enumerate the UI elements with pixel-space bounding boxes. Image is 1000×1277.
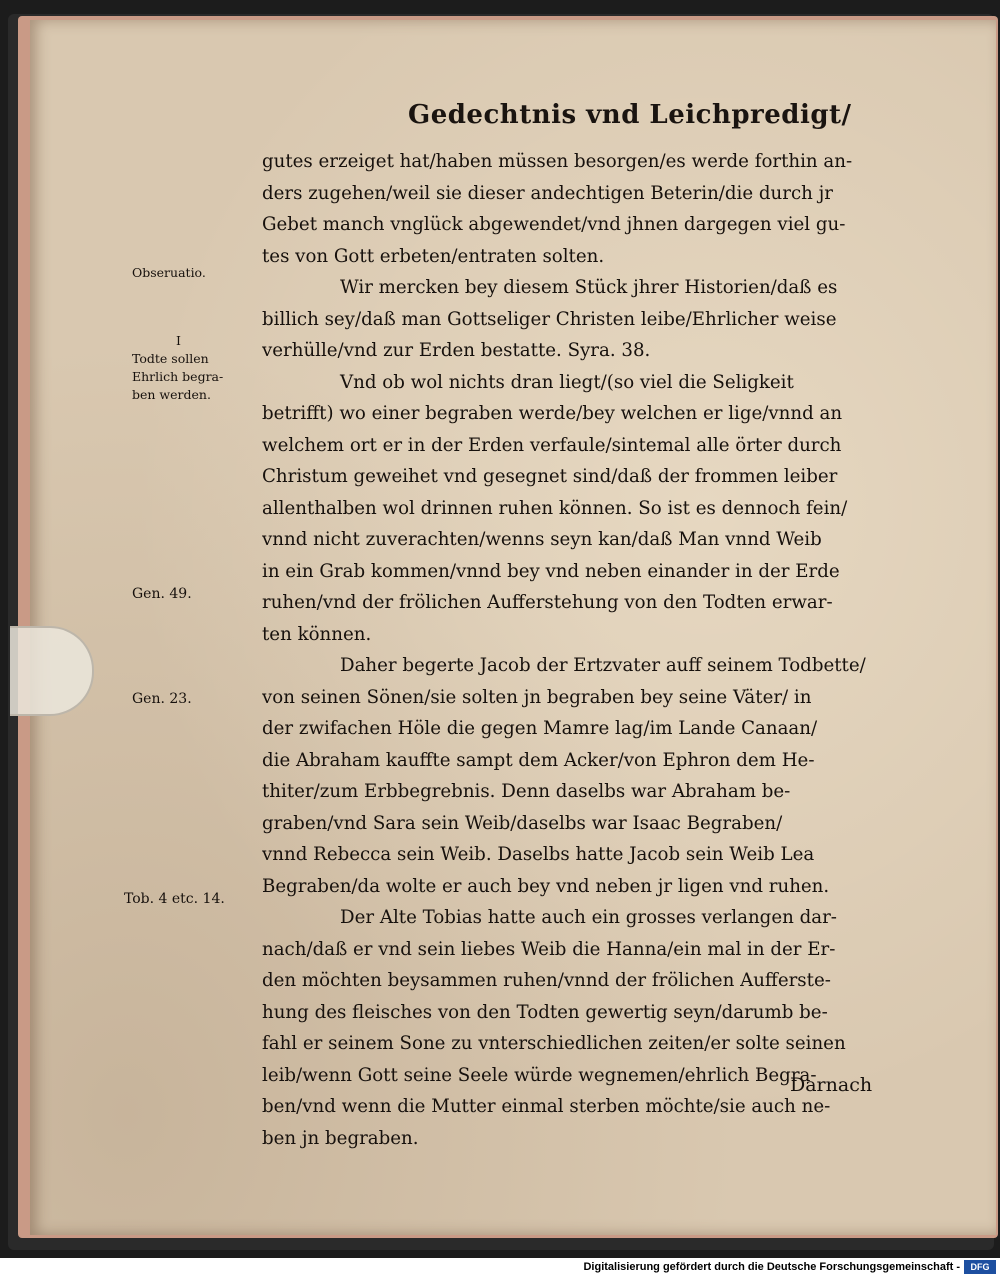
text-line: Daher begerte Jacob der Ertzvater auff seinem Todbette/ xyxy=(340,655,866,676)
text-line: die Abraham kauffte sampt dem Acker/von Ephron dem He- xyxy=(262,749,815,771)
text-line: thiter/zum Erbbegrebnis. Denn daselbs war Abraham be- xyxy=(262,781,791,802)
text-line: allenthalben wol drinnen ruhen können. So ist es dennoch fein/ xyxy=(262,497,848,519)
text-line: vnnd Rebecca sein Weib. Daselbs hatte Jacob sein Weib Lea xyxy=(262,844,815,865)
catchword: Darnach xyxy=(790,1074,873,1096)
text-line: verhülle/vnd zur Erden bestatte. Syra. 38. xyxy=(262,340,651,361)
text-line: fahl er seinem Sone zu vnterschiedlichen zeiten/er solte seinen xyxy=(262,1033,846,1054)
text-line: vnnd nicht zuverachten/wenns seyn kan/daß Man vnnd Weib xyxy=(262,529,822,550)
text-line: gutes erzeiget hat/haben müssen besorgen/es werde forthin an- xyxy=(262,151,853,172)
text-line: betrifft) wo einer begraben werde/bey welchen er lige/vnnd an xyxy=(262,403,843,424)
text-line: ben jn begraben. xyxy=(262,1127,419,1149)
text-line: ders zugehen/weil sie dieser andechtigen Beterin/die durch jr xyxy=(262,182,833,204)
margin-note-line: Todte sollen xyxy=(132,351,209,366)
margin-note-line: ben werden. xyxy=(132,387,211,402)
margin-note-gen49: Gen. 49. xyxy=(132,586,192,602)
text-line: ten können. xyxy=(262,623,372,645)
page-tab-marker xyxy=(10,626,94,716)
margin-note-tob: Tob. 4 etc. 14. xyxy=(124,891,225,907)
margin-note-gen23: Gen. 23. xyxy=(132,691,192,707)
text-line: ben/vnd wenn die Mutter einmal sterben möchte/sie auch ne- xyxy=(262,1096,831,1117)
text-line: leib/wenn Gott seine Seele würde wegnemen/ehrlich Begra- xyxy=(262,1064,817,1086)
text-line: tes von Gott erbeten/entraten solten. xyxy=(262,245,605,267)
running-header: Gedechtnis vnd Leichpredigt/ xyxy=(408,100,852,130)
dfg-logo: DFG xyxy=(964,1260,996,1274)
text-line: Vnd ob wol nichts dran liegt/(so viel die Seligkeit xyxy=(340,371,794,393)
text-line: Christum geweihet vnd gesegnet sind/daß der frommen leiber xyxy=(262,466,838,487)
margin-note-line: Ehrlich begra- xyxy=(132,369,224,384)
text-line: graben/vnd Sara sein Weib/daselbs war Isaac Begraben/ xyxy=(262,812,783,834)
text-line: von seinen Sönen/sie solten jn begraben bey seine Väter/ in xyxy=(262,686,812,708)
text-line: in ein Grab kommen/vnnd bey vnd neben einander in der Erde xyxy=(262,560,840,582)
text-line: hung des fleisches von den Todten gewertig seyn/darumb be- xyxy=(262,1001,828,1023)
text-line: der zwifachen Höle die gegen Mamre lag/im Lande Canaan/ xyxy=(262,718,818,739)
text-line: welchem ort er in der Erden verfaule/sintemal alle örter durch xyxy=(262,434,842,456)
margin-note-observatio: Obseruatio. xyxy=(132,265,206,280)
margin-note-numeral: I xyxy=(176,333,181,348)
text-line: Gebet manch vnglück abgewendet/vnd jhnen dargegen viel gu- xyxy=(262,214,846,235)
text-line: den möchten beysammen ruhen/vnnd der frölichen Aufferste- xyxy=(262,970,831,991)
text-line: Begraben/da wolte er auch bey vnd neben jr ligen vnd ruhen. xyxy=(262,875,830,897)
text-line: billich sey/daß man Gottseliger Christen leibe/Ehrlicher weise xyxy=(262,308,837,330)
text-line: nach/daß er vnd sein liebes Weib die Hanna/ein mal in der Er- xyxy=(262,938,836,960)
text-line: Der Alte Tobias hatte auch ein grosses verlangen dar- xyxy=(340,907,837,928)
digitization-credit: Digitalisierung gefördert durch die Deutsche Forschungsgemeinschaft - xyxy=(583,1261,960,1273)
text-line: Wir mercken bey diesem Stück jhrer Historien/daß es xyxy=(340,277,838,298)
body-text xyxy=(262,146,912,1154)
text-line: ruhen/vnd der frölichen Aufferstehung von den Todten erwar- xyxy=(262,592,833,613)
